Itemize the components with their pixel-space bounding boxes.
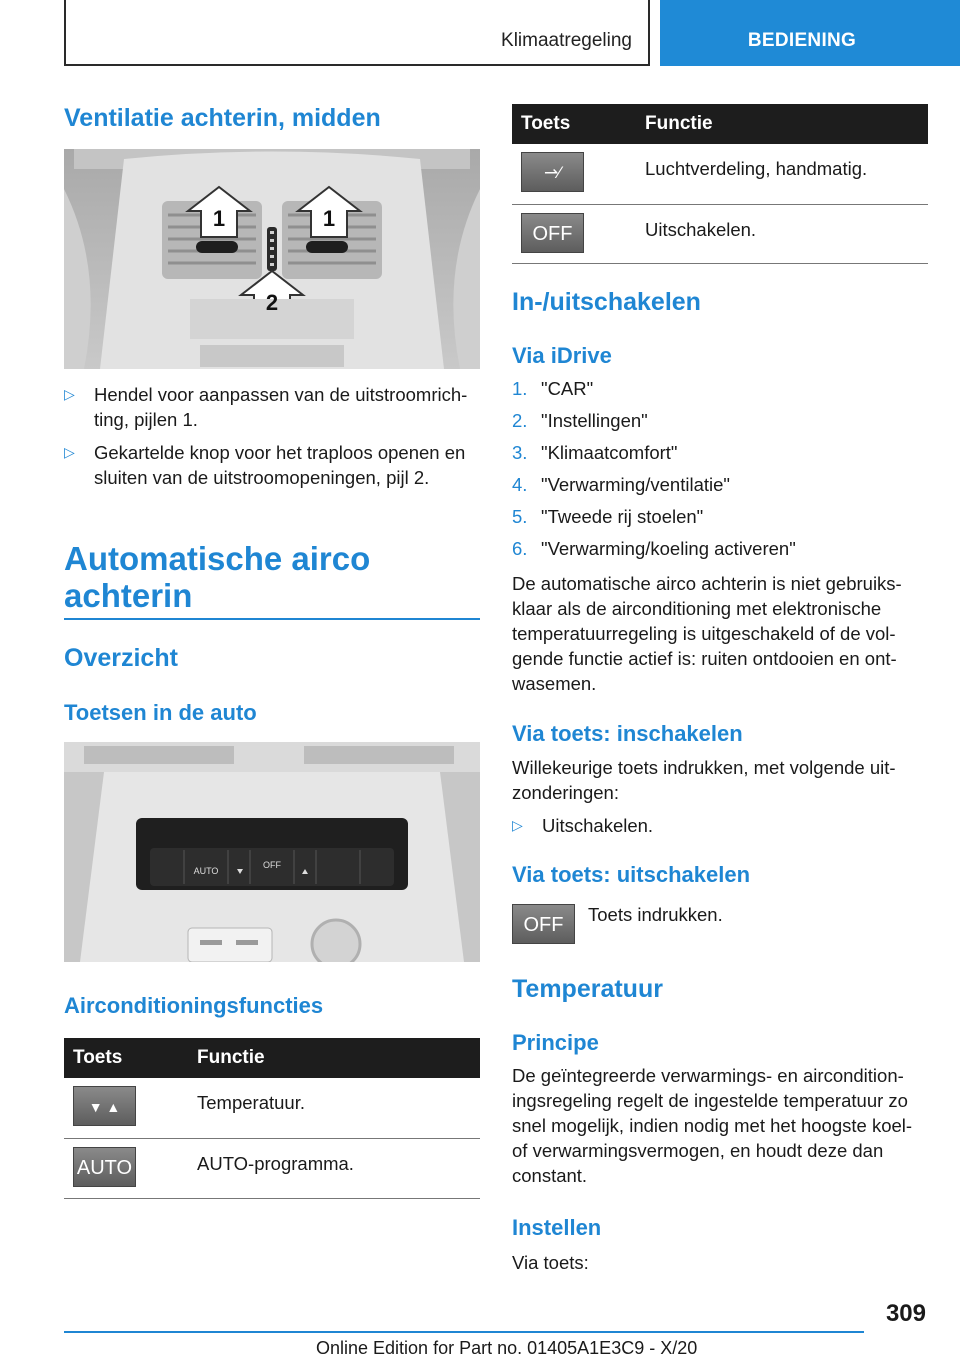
principe-heading: Principe — [512, 1030, 599, 1055]
list-item: 5. "Tweede rij stoelen" — [512, 506, 704, 527]
page-header — [0, 0, 960, 66]
off-key-icon: OFF — [521, 213, 584, 253]
on-bullet — [512, 813, 928, 839]
col-header-function: Functie — [188, 1038, 480, 1078]
temperature-key-icon: ▼ ▲ — [73, 1086, 136, 1126]
off-button-icon: OFF — [512, 904, 575, 944]
air-distribution-key-icon: ⇀⁄ — [521, 152, 584, 192]
header-chapter-title: BEDIENING — [747, 30, 857, 51]
arrow-label-1b: 1 — [322, 206, 336, 231]
vent-bullet-2-text: Gekartelde knop voor het traploos openen en sluiten van de uitstroomopeningen, pijl 2. — [94, 442, 466, 488]
off-heading: Via toets: uitschakelen — [512, 862, 751, 887]
right-function-table — [512, 104, 928, 264]
rear-vent-illustration — [64, 149, 480, 369]
auto-airco-heading: Automatische airco achterin — [64, 540, 371, 614]
overzicht-heading: Overzicht — [64, 644, 178, 672]
panel-off-label: OFF — [263, 860, 281, 870]
toetsen-heading: Toetsen in de auto — [64, 700, 257, 725]
list-item: 3. "Klimaatcomfort" — [512, 442, 678, 463]
on-bullet-text: Uitschakelen. — [542, 815, 654, 836]
table-row — [512, 204, 928, 263]
bullet-triangle-icon: ▷ — [64, 386, 75, 402]
temperatuur-heading: Temperatuur — [512, 975, 663, 1003]
table-row — [512, 144, 928, 204]
control-panel-illustration — [64, 742, 480, 962]
col-header-function: Functie — [636, 104, 928, 144]
rear-vent-photo — [64, 149, 480, 369]
table-cell-text: AUTO-programma. — [188, 1138, 480, 1198]
bullet-triangle-icon: ▷ — [64, 444, 75, 460]
idrive-heading: Via iDrive — [512, 343, 612, 368]
edition-footer: Online Edition for Part no. 01405A1E3C9 - X/20 — [316, 1338, 698, 1358]
col-header-key: Toets — [512, 104, 636, 144]
footer-rule — [64, 1331, 864, 1333]
bullet-triangle-icon: ▷ — [512, 817, 523, 833]
idrive-paragraph: De automatische airco achterin is niet gebruiks- klaar als de airconditioning met elektronische temperatuurregeling is uitgeschakeld of de vol- gende functie actief is: ruiten ontdooien en ont- wasemen. — [512, 573, 902, 694]
vent-bullet-2 — [64, 440, 484, 490]
arrow-label-1a: 1 — [212, 206, 226, 231]
page-number: 309 — [885, 1300, 926, 1327]
table-row — [64, 1078, 480, 1138]
list-item: 1. "CAR" — [512, 378, 594, 399]
on-heading: Via toets: inschakelen — [512, 721, 743, 746]
header-section-box — [64, 0, 650, 66]
instellen-heading: Instellen — [512, 1215, 602, 1240]
list-item: 4. "Verwarming/ventilatie" — [512, 474, 730, 495]
table-cell-text: Uitschakelen. — [636, 204, 928, 263]
control-panel-photo — [64, 742, 480, 962]
inuit-heading: In-/uitschakelen — [512, 288, 701, 316]
vent-heading: Ventilatie achterin, midden — [64, 104, 381, 132]
vent-bullet-1-text: Hendel voor aanpassen van de uitstroomrich- ting, pijlen 1. — [94, 384, 468, 430]
section-rule — [64, 618, 480, 620]
auto-key-icon: AUTO — [73, 1147, 136, 1187]
col-header-key: Toets — [64, 1038, 188, 1078]
header-chapter-box — [660, 0, 960, 66]
header-section-title: Klimaatregeling — [501, 30, 632, 51]
list-item: 6. "Verwarming/koeling activeren" — [512, 538, 796, 559]
idrive-steps — [512, 378, 928, 570]
table-cell-text: Temperatuur. — [188, 1078, 480, 1138]
left-function-table — [64, 1038, 480, 1199]
list-item: 2. "Instellingen" — [512, 410, 648, 431]
off-text: Toets indrukken. — [588, 904, 723, 925]
on-paragraph: Willekeurige toets indrukken, met volgende uit- zonderingen: — [512, 757, 896, 803]
functies-heading: Airconditioningsfuncties — [64, 993, 324, 1018]
principe-paragraph: De geïntegreerde verwarmings- en aircondition- ingsregeling regelt de ingestelde temperatuur zo snel mogelijk, indien nodig met het hoogste koel- of verwarmingsvermogen, en houdt deze dan constant. — [512, 1065, 913, 1186]
panel-auto-label: AUTO — [193, 866, 219, 876]
instellen-paragraph: Via toets: — [512, 1252, 589, 1273]
arrow-label-2: 2 — [265, 290, 279, 315]
table-row — [64, 1138, 480, 1198]
table-cell-text: Luchtverdeling, handmatig. — [636, 144, 928, 204]
vent-bullet-1 — [64, 382, 484, 432]
